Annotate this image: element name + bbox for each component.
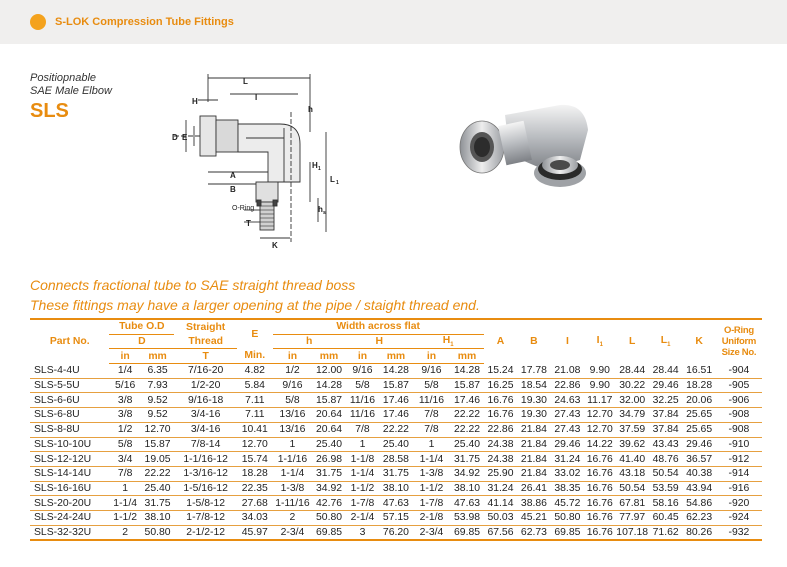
product-code: SLS — [30, 100, 69, 122]
dim-label-L1: L — [330, 175, 335, 184]
table-cell: 16.76 — [586, 468, 613, 480]
table-cell: 1-1/16 — [277, 453, 308, 465]
table-cell: 34.92 — [454, 468, 481, 480]
dim-label-hs-sub: s — [323, 210, 326, 216]
dim-label-B: B — [230, 185, 236, 194]
table-cell: 30.22 — [619, 380, 646, 392]
table-cell: 21.84 — [520, 424, 547, 436]
table-cell: 9/16 — [352, 365, 373, 377]
table-cell: 1/2-20 — [190, 380, 221, 392]
table-cell: 12.70 — [586, 409, 613, 421]
table-cell: 25.40 — [316, 438, 343, 450]
table-cell: 5.84 — [244, 380, 265, 392]
th-d: D — [109, 334, 174, 349]
table-cell: 38.10 — [144, 512, 171, 524]
part-number-cell: SLS-12-12U — [34, 453, 92, 465]
table-row — [30, 481, 762, 496]
table-cell: 12.70 — [241, 438, 268, 450]
table-cell: 50.80 — [554, 512, 581, 524]
th-a: A — [484, 319, 517, 364]
table-cell: 53.59 — [652, 482, 679, 494]
table-cell: -914 — [728, 468, 750, 480]
table-cell: 9/16 — [421, 365, 442, 377]
table-cell: 37.59 — [619, 424, 646, 436]
table-cell: 21.84 — [520, 438, 547, 450]
table-cell: 14.28 — [316, 380, 343, 392]
description-line-2: These fittings may have a larger opening at the pipe / staight thread end. — [30, 297, 480, 313]
table-cell: 33.02 — [554, 468, 581, 480]
part-number-cell: SLS-5-5U — [34, 380, 80, 392]
table-cell: 16.76 — [586, 526, 613, 538]
table-cell: 21.08 — [554, 365, 581, 377]
table-cell: 24.38 — [487, 453, 514, 465]
table-cell: 17.46 — [382, 394, 409, 406]
dim-label-hs: h — [318, 205, 323, 214]
part-number-cell: SLS-6-8U — [34, 409, 80, 421]
table-cell: 1/2 — [117, 424, 133, 436]
table-cell: 3/4-16 — [190, 424, 221, 436]
table-cell: 38.86 — [520, 497, 547, 509]
table-cell: 7/8 — [424, 409, 439, 421]
th-unit-mm-3: mm — [379, 349, 412, 364]
table-cell: 43.94 — [686, 482, 713, 494]
table-cell: 3/4 — [117, 453, 133, 465]
part-number-cell: SLS-4-4U — [34, 365, 80, 377]
table-cell: 45.72 — [554, 497, 581, 509]
table-row — [30, 510, 762, 525]
table-row — [30, 525, 762, 540]
table-cell: 107.18 — [616, 526, 649, 538]
table-cell: 1-5/8-12 — [186, 497, 225, 509]
th-tubeod: Tube O.D — [109, 319, 174, 334]
dim-label-H1-sub: 1 — [318, 166, 321, 172]
th-width-across-flat: Width across flat — [273, 319, 484, 334]
table-cell: 15.24 — [487, 365, 514, 377]
table-cell: 25.40 — [382, 438, 409, 450]
table-cell: 38.10 — [454, 482, 481, 494]
table-cell: -920 — [728, 497, 750, 509]
table-cell: 16.76 — [586, 482, 613, 494]
th-unit-in-4: in — [413, 349, 451, 364]
table-cell: 27.68 — [241, 497, 268, 509]
table-cell: 16.25 — [487, 380, 514, 392]
table-cell: 1-1/16-12 — [183, 453, 228, 465]
th-t: T — [174, 349, 237, 364]
table-cell: 22.86 — [487, 424, 514, 436]
table-cell: 50.54 — [652, 468, 679, 480]
product-subtitle-1: Positiopnable — [30, 72, 97, 84]
table-cell: 53.98 — [454, 512, 481, 524]
table-cell: 9.52 — [147, 409, 168, 421]
table-cell: 3/8 — [117, 394, 133, 406]
table-cell: 19.05 — [144, 453, 171, 465]
table-cell: 45.21 — [520, 512, 547, 524]
table-cell: 16.51 — [686, 365, 713, 377]
th-waf-H1: $H_1$ — [413, 334, 484, 349]
table-cell: 9/16-18 — [188, 394, 224, 406]
table-cell: 32.25 — [652, 394, 679, 406]
dim-label-L1-sub: 1 — [336, 180, 339, 186]
technical-drawing — [160, 72, 350, 252]
table-cell: 58.16 — [652, 497, 679, 509]
dim-label-L: L — [243, 77, 248, 86]
table-cell: 3/4-16 — [190, 409, 221, 421]
table-cell: 76.20 — [382, 526, 409, 538]
table-cell: 67.56 — [487, 526, 514, 538]
table-cell: 22.22 — [454, 409, 481, 421]
table-cell: 5/8 — [117, 438, 133, 450]
table-cell: 21.84 — [520, 453, 547, 465]
table-cell: 47.63 — [454, 497, 481, 509]
table-cell: 19.30 — [520, 409, 547, 421]
table-cell: 67.81 — [619, 497, 646, 509]
th-straight: Straight — [174, 319, 237, 334]
table-cell: -916 — [728, 482, 750, 494]
dim-label-h: h — [308, 105, 313, 114]
th-unit-in-2: in — [273, 349, 313, 364]
th-min: Min. — [237, 349, 273, 364]
table-cell: 38.35 — [554, 482, 581, 494]
table-cell: -912 — [728, 453, 750, 465]
table-cell: 1-7/8 — [350, 497, 375, 509]
dim-label-A: A — [230, 171, 236, 180]
table-cell: 4.82 — [244, 365, 265, 377]
table-cell: 7/8-14 — [190, 438, 221, 450]
th-unit-in-3: in — [346, 349, 379, 364]
table-cell: 15.87 — [144, 438, 171, 450]
table-cell: 38.10 — [382, 482, 409, 494]
table-cell: 2-3/4 — [419, 526, 444, 538]
table-cell: 19.30 — [520, 394, 547, 406]
table-cell: 15.87 — [382, 380, 409, 392]
table-cell: 37.84 — [652, 409, 679, 421]
table-cell: 25.90 — [487, 468, 514, 480]
th-k: K — [682, 319, 715, 364]
th-i1: $I_1$ — [584, 319, 615, 364]
table-cell: 25.65 — [686, 409, 713, 421]
table-cell: 26.41 — [520, 482, 547, 494]
table-cell: 15.74 — [241, 453, 268, 465]
table-body — [30, 364, 762, 541]
table-cell: 40.38 — [686, 468, 713, 480]
table-cell: 5/16 — [115, 380, 136, 392]
th-part: Part No. — [30, 319, 109, 364]
table-cell: -906 — [728, 394, 750, 406]
table-cell: 5/8 — [424, 380, 439, 392]
table-row — [30, 422, 762, 437]
table-cell: 16.76 — [487, 409, 514, 421]
table-cell: 2-1/4 — [350, 512, 375, 524]
table-row — [30, 466, 762, 481]
table-cell: 43.18 — [619, 468, 646, 480]
header-title: S-LOK Compression Tube Fittings — [55, 16, 234, 28]
table-cell: 69.85 — [316, 526, 343, 538]
table-cell: 11/16 — [349, 409, 376, 421]
product-subtitle-2: SAE Male Elbow — [30, 85, 112, 97]
table-cell: 32.00 — [619, 394, 646, 406]
table-cell: 2 — [289, 512, 296, 524]
table-cell: 50.80 — [144, 526, 171, 538]
table-cell: 2-1/2-12 — [186, 526, 225, 538]
table-cell: 1-1/2 — [419, 482, 444, 494]
table-cell: 5/8 — [355, 380, 370, 392]
part-number-cell: SLS-10-10U — [34, 438, 92, 450]
table-cell: 31.75 — [454, 453, 481, 465]
part-number-cell: SLS-24-24U — [34, 512, 92, 524]
table-cell: 1-3/8 — [419, 468, 444, 480]
table-cell: 1-11/16 — [275, 497, 310, 509]
table-cell: 1 — [359, 438, 366, 450]
table-cell: 13/16 — [279, 424, 306, 436]
description-line-1: Connects fractional tube to SAE straight thread boss — [30, 277, 356, 293]
th-e: E — [237, 319, 273, 349]
table-cell: 17.78 — [520, 365, 547, 377]
table-cell: 50.03 — [487, 512, 514, 524]
oring-label: O-Ring — [232, 205, 255, 212]
table-cell: 69.85 — [554, 526, 581, 538]
table-cell: 18.54 — [520, 380, 547, 392]
th-i: I — [551, 319, 584, 364]
table-cell: 31.75 — [382, 468, 409, 480]
table-cell: 28.58 — [382, 453, 409, 465]
table-cell: 11/16 — [349, 394, 376, 406]
table-cell: 22.22 — [144, 468, 171, 480]
table-cell: 9.90 — [589, 365, 610, 377]
table-cell: 22.35 — [241, 482, 268, 494]
part-number-cell: SLS-6-6U — [34, 394, 80, 406]
table-cell: 7/16-20 — [188, 365, 224, 377]
table-cell: 28.44 — [619, 365, 646, 377]
table-cell: 45.97 — [241, 526, 268, 538]
table-row — [30, 408, 762, 423]
table-cell: 7.11 — [245, 409, 265, 421]
table-cell: 50.80 — [316, 512, 343, 524]
table-cell: 24.63 — [554, 394, 581, 406]
th-oring: O-Ring Uniform Size No. — [716, 319, 762, 364]
th-l: L — [615, 319, 648, 364]
table-cell: 29.46 — [554, 438, 581, 450]
table-cell: -904 — [728, 365, 750, 377]
table-cell: 11/16 — [418, 394, 445, 406]
th-unit-mm-4: mm — [450, 349, 483, 364]
table-cell: 47.63 — [382, 497, 409, 509]
table-cell: 41.40 — [619, 453, 646, 465]
table-cell: 1-3/8 — [280, 482, 305, 494]
table-cell: 22.86 — [554, 380, 581, 392]
table-cell: 14.28 — [454, 365, 481, 377]
table-cell: 18.28 — [686, 380, 713, 392]
table-cell: 12.00 — [316, 365, 343, 377]
table-cell: 1-5/16-12 — [183, 482, 228, 494]
table-cell: 1-7/8-12 — [186, 512, 225, 524]
table-cell: -924 — [728, 512, 750, 524]
table-cell: 31.24 — [554, 453, 581, 465]
fitting-photo — [450, 85, 600, 195]
table-cell: 21.84 — [520, 468, 547, 480]
table-cell: 57.15 — [382, 512, 409, 524]
table-cell: 9/16 — [282, 380, 303, 392]
table-cell: 16.76 — [487, 394, 514, 406]
table-cell: 62.73 — [520, 526, 547, 538]
table-cell: 41.14 — [487, 497, 514, 509]
th-l1: $L_1$ — [649, 319, 682, 364]
table-cell: 31.24 — [487, 482, 514, 494]
table-cell: 42.76 — [316, 497, 343, 509]
table-cell: 77.97 — [619, 512, 646, 524]
dimensions-table — [30, 318, 762, 541]
table-row — [30, 496, 762, 511]
table-cell: 1-7/8 — [419, 497, 444, 509]
table-cell: 31.75 — [144, 497, 171, 509]
table-cell: 29.46 — [652, 380, 679, 392]
table-row — [30, 452, 762, 467]
table-cell: 14.28 — [382, 365, 409, 377]
table-cell: 29.46 — [686, 438, 713, 450]
table-cell: 43.43 — [652, 438, 679, 450]
table-row — [30, 393, 762, 408]
table-cell: 9.52 — [147, 394, 168, 406]
table-cell: 7/8 — [424, 424, 439, 436]
table-cell: 34.03 — [241, 512, 268, 524]
th-waf-h: h — [273, 334, 346, 349]
table-cell: 7/8 — [355, 424, 370, 436]
table-cell: -908 — [728, 409, 750, 421]
table-cell: -905 — [728, 380, 750, 392]
th-b: B — [517, 319, 550, 364]
table-cell: 12.70 — [144, 424, 171, 436]
table-cell: 54.86 — [686, 497, 713, 509]
table-cell: 16.76 — [586, 453, 613, 465]
table-cell: 3/8 — [117, 409, 133, 421]
table-cell: 27.43 — [554, 409, 581, 421]
table-cell: 17.46 — [382, 409, 409, 421]
header-bar — [0, 0, 787, 44]
dim-label-H1: H — [312, 161, 318, 170]
table-cell: -908 — [728, 424, 750, 436]
table-cell: 11.17 — [587, 394, 613, 406]
bullet-dot-icon — [30, 14, 46, 30]
table-cell: 7.93 — [147, 380, 168, 392]
part-number-cell: SLS-16-16U — [34, 482, 92, 494]
table-cell: 12.70 — [586, 424, 613, 436]
part-number-cell: SLS-20-20U — [34, 497, 92, 509]
table-cell: 28.44 — [652, 365, 679, 377]
part-number-cell: SLS-8-8U — [34, 424, 80, 436]
table-cell: 16.76 — [586, 512, 613, 524]
table-cell: 25.40 — [144, 482, 171, 494]
table-cell: 24.38 — [487, 438, 514, 450]
table-cell: 48.76 — [652, 453, 679, 465]
table-cell: 5/8 — [285, 394, 300, 406]
table-cell: 2-3/4 — [280, 526, 305, 538]
table-cell: 31.75 — [316, 468, 343, 480]
table-cell: 25.40 — [454, 438, 481, 450]
table-cell: 20.64 — [316, 409, 343, 421]
table-row — [30, 437, 762, 452]
th-thread: Thread — [174, 334, 237, 349]
table-row — [30, 378, 762, 393]
table-cell: 25.65 — [686, 424, 713, 436]
table-cell: 71.62 — [652, 526, 679, 538]
table-cell: 20.06 — [686, 394, 713, 406]
table-cell: 1-1/2 — [113, 512, 137, 524]
table-cell: 13/16 — [279, 409, 306, 421]
dim-label-I: I — [255, 93, 258, 102]
table-cell: 2-1/8 — [419, 512, 444, 524]
table-cell: 20.64 — [316, 424, 343, 436]
part-number-cell: SLS-32-32U — [34, 526, 92, 538]
table-cell: 69.85 — [454, 526, 481, 538]
table-cell: 36.57 — [686, 453, 713, 465]
dim-label-D: D — [172, 133, 178, 142]
table-cell: 34.92 — [316, 482, 343, 494]
table-cell: 1 — [122, 482, 129, 494]
table-cell: 34.79 — [619, 409, 646, 421]
table-cell: 9.90 — [589, 380, 610, 392]
table-cell: 3 — [359, 526, 366, 538]
table-row — [30, 364, 762, 379]
table-cell: 15.87 — [454, 380, 481, 392]
table-cell: 1-1/4 — [350, 468, 375, 480]
dim-label-E: E — [182, 133, 188, 142]
th-unit-mm-1: mm — [141, 349, 174, 364]
table-cell: 80.26 — [686, 526, 713, 538]
table-cell: 62.23 — [686, 512, 713, 524]
table-cell: 50.54 — [619, 482, 646, 494]
table-cell: 1 — [428, 438, 435, 450]
table-cell: 1-1/4 — [113, 497, 137, 509]
th-unit-in-1: in — [109, 349, 140, 364]
table-cell: 7.11 — [245, 394, 265, 406]
table-cell: 1-1/4 — [419, 453, 444, 465]
table-cell: 1/4 — [117, 365, 133, 377]
table-cell: 6.35 — [147, 365, 168, 377]
table-cell: 1 — [289, 438, 296, 450]
table-cell: 22.22 — [454, 424, 481, 436]
table-cell: -910 — [728, 438, 750, 450]
table-cell: 16.76 — [586, 497, 613, 509]
dim-label-K: K — [272, 241, 278, 250]
table-cell: 1-3/16-12 — [183, 468, 228, 480]
table-cell: 39.62 — [619, 438, 646, 450]
table-cell: 26.98 — [316, 453, 343, 465]
table-cell: 17.46 — [454, 394, 481, 406]
table-cell: 14.22 — [586, 438, 613, 450]
th-waf-H: H — [346, 334, 413, 349]
part-number-cell: SLS-14-14U — [34, 468, 92, 480]
table-cell: 10.41 — [241, 424, 268, 436]
table-cell: 1/2 — [285, 365, 300, 377]
table-cell: 18.28 — [241, 468, 268, 480]
table-cell: 15.87 — [316, 394, 343, 406]
table-cell: 22.22 — [382, 424, 409, 436]
table-cell: 60.45 — [652, 512, 679, 524]
table-cell: 1-1/2 — [350, 482, 375, 494]
table-cell: 1-1/4 — [280, 468, 305, 480]
table-cell: 7/8 — [117, 468, 133, 480]
table-cell: 1-1/8 — [350, 453, 375, 465]
dim-label-T: T — [246, 219, 251, 228]
table-cell: 37.84 — [652, 424, 679, 436]
table-cell: -932 — [728, 526, 750, 538]
table-cell: 27.43 — [554, 424, 581, 436]
dim-label-H: H — [192, 97, 198, 106]
th-unit-mm-2: mm — [312, 349, 345, 364]
table-cell: 2 — [122, 526, 129, 538]
